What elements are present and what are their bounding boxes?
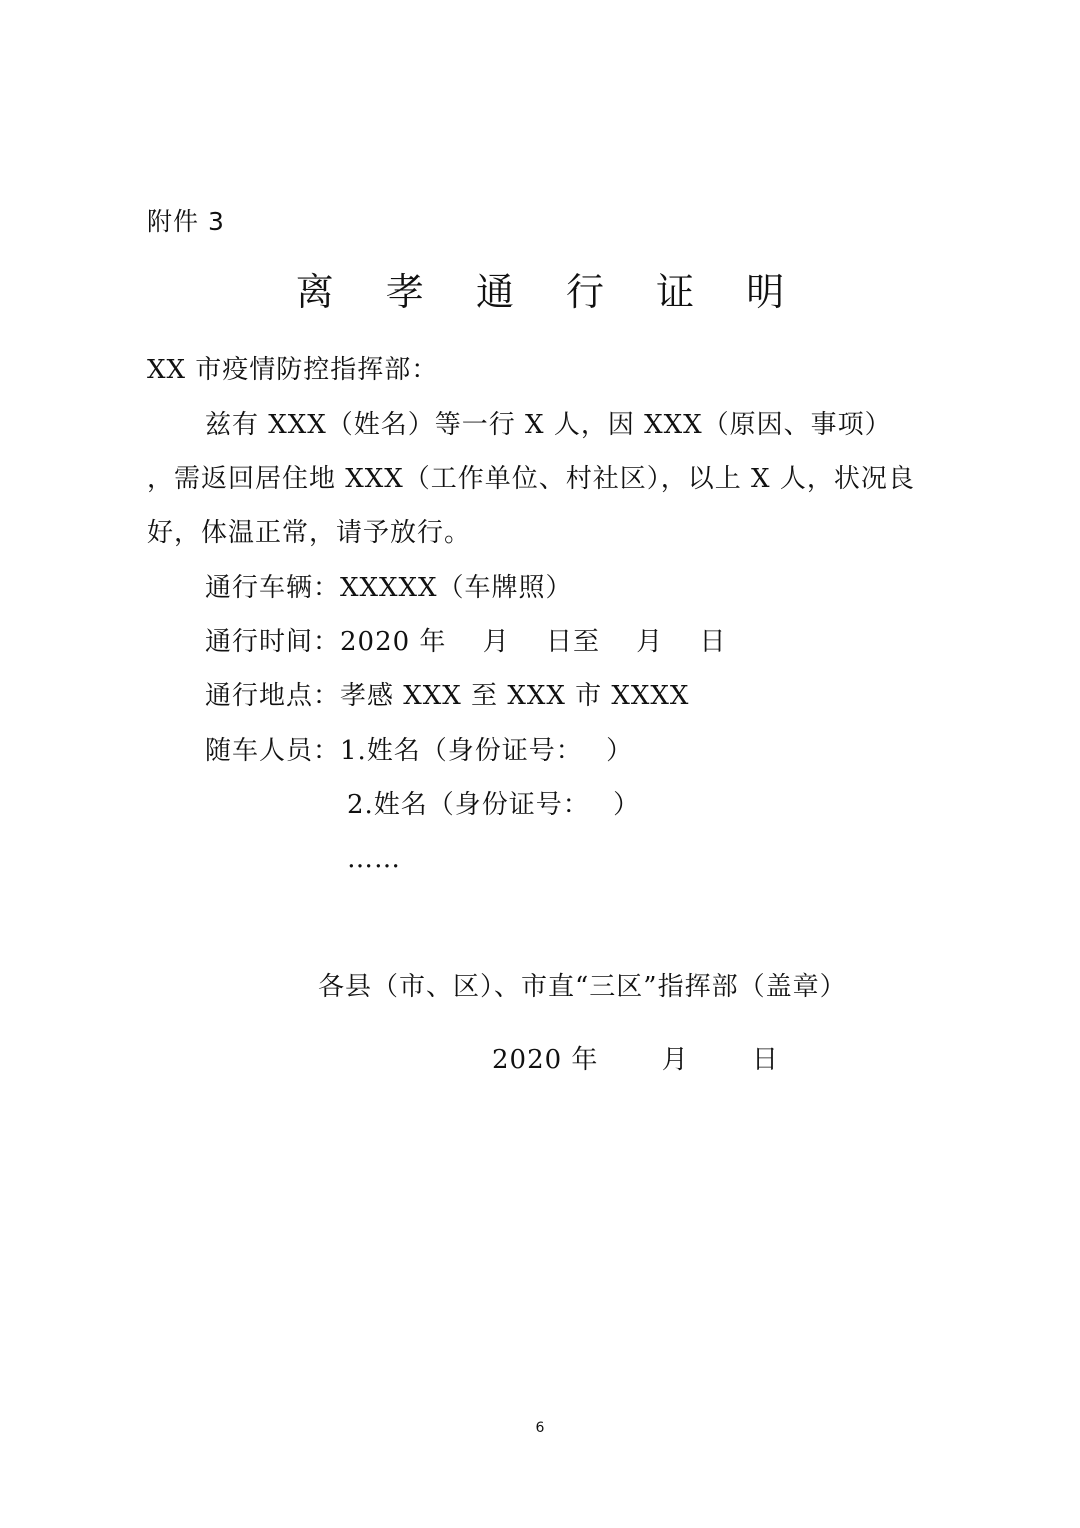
addressee: XX 市疫情防控指挥部： — [147, 355, 439, 385]
page-number: 6 — [535, 1420, 545, 1436]
document-title: 离 孝 通 行 证 明 — [295, 270, 805, 314]
companion-ellipsis: …… — [347, 844, 401, 874]
body-line-2: ，需返回居住地 XXX（工作单位、村社区），以上 X 人，状况良 — [147, 464, 915, 494]
time-line: 通行时间：2020 年 月 日至 月 日 — [205, 627, 727, 657]
companion-line-2: 2.姓名（身份证号： ） — [347, 790, 641, 820]
vehicle-line: 通行车辆：XXXXX（车牌照） — [205, 573, 573, 603]
issuer-line: 各县（市、区）、市直“三区”指挥部（盖章） — [318, 972, 847, 1002]
companion-line-1: 随车人员：1.姓名（身份证号： ） — [205, 736, 634, 766]
body-line-1: 兹有 XXX（姓名）等一行 X 人，因 XXX（原因、事项） — [205, 410, 892, 440]
location-line: 通行地点：孝感 XXX 至 XXX 市 XXXX — [205, 681, 690, 711]
annex-label: 附件 3 — [147, 207, 225, 236]
body-line-3: 好，体温正常，请予放行。 — [147, 518, 472, 548]
issue-date: 2020 年 月 日 — [492, 1045, 779, 1075]
